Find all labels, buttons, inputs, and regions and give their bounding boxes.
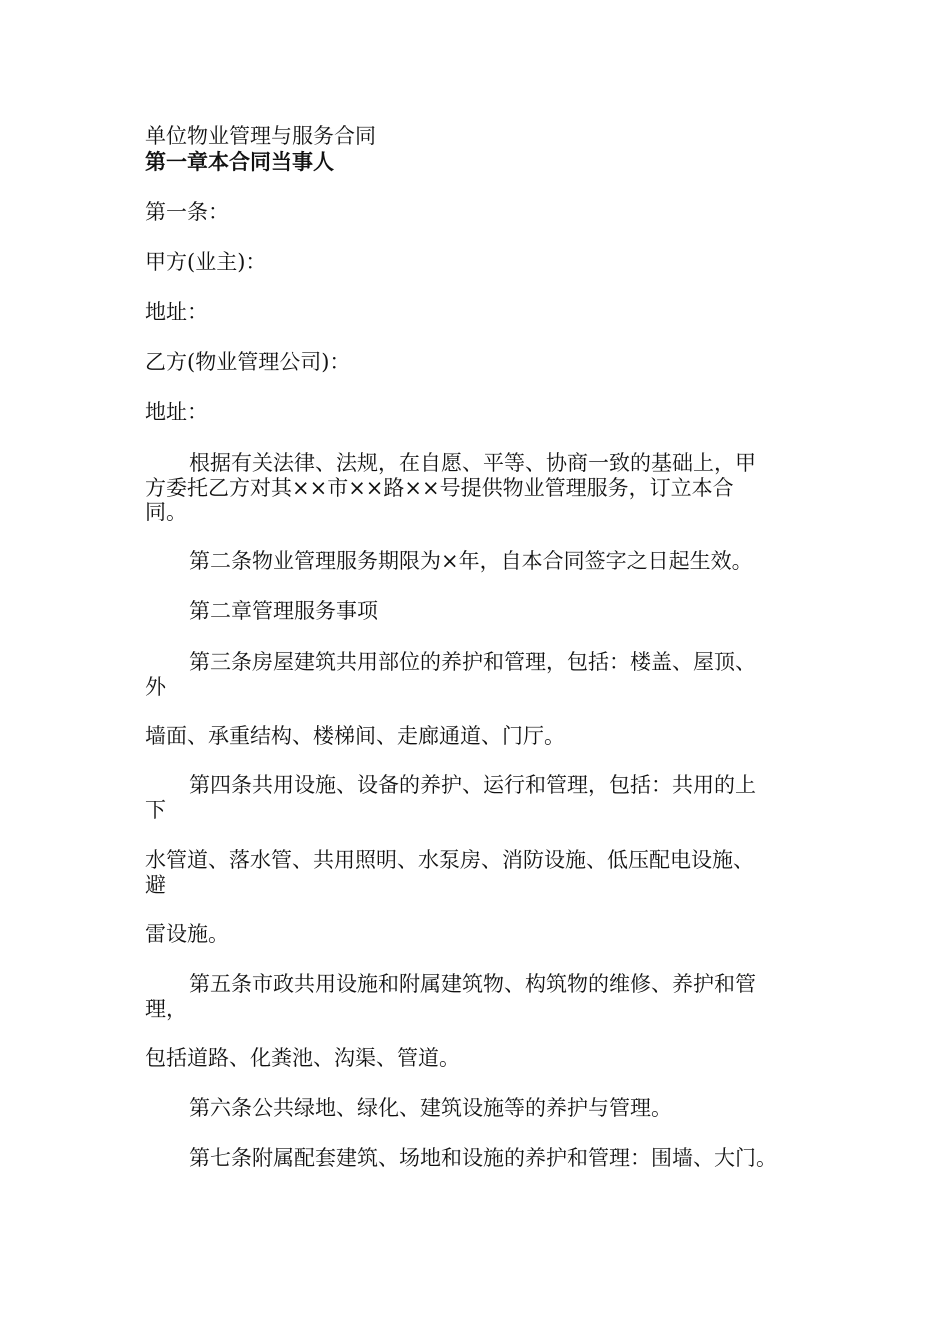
article-1-label: 第一条： (145, 200, 229, 224)
article-4-line-2: 下 (145, 798, 166, 822)
article-3-line-3: 墙面、承重结构、楼梯间、走廊通道、门厅。 (145, 724, 565, 748)
intro-paragraph-line-2: 方委托乙方对其××市××路××号提供物业管理服务，订立本合 (145, 476, 734, 500)
intro-paragraph-line-1: 根据有关法律、法规，在自愿、平等、协商一致的基础上，甲 (189, 451, 756, 475)
party-a-address-label: 地址： (145, 300, 208, 324)
party-a-label: 甲方(业主)： (145, 250, 267, 274)
article-3-line-1: 第三条房屋建筑共用部位的养护和管理，包括：楼盖、屋顶、 (189, 650, 756, 674)
article-4-line-5: 雷设施。 (145, 922, 229, 946)
chapter-2-heading: 第二章管理服务事项 (189, 599, 378, 623)
party-b-label: 乙方(物业管理公司)： (145, 350, 351, 374)
article-2-paragraph: 第二条物业管理服务期限为×年，自本合同签字之日起生效。 (189, 549, 753, 573)
article-4-line-3: 水管道、落水管、共用照明、水泵房、消防设施、低压配电设施、 (145, 848, 754, 872)
document-title: 单位物业管理与服务合同 (145, 124, 376, 148)
chapter-1-heading: 第一章本合同当事人 (145, 150, 334, 174)
article-4-line-1: 第四条共用设施、设备的养护、运行和管理，包括：共用的上 (189, 773, 756, 797)
article-6-paragraph: 第六条公共绿地、绿化、建筑设施等的养护与管理。 (189, 1096, 672, 1120)
article-4-line-4: 避 (145, 873, 166, 897)
intro-paragraph-line-3: 同。 (145, 500, 187, 524)
article-7-paragraph: 第七条附属配套建筑、场地和设施的养护和管理：围墙、大门。 (189, 1146, 777, 1170)
article-5-line-1: 第五条市政共用设施和附属建筑物、构筑物的维修、养护和管 (189, 972, 756, 996)
party-b-address-label: 地址： (145, 400, 208, 424)
article-3-line-2: 外 (145, 675, 166, 699)
article-5-line-3: 包括道路、化粪池、沟渠、管道。 (145, 1046, 460, 1070)
article-5-line-2: 理， (145, 997, 187, 1021)
